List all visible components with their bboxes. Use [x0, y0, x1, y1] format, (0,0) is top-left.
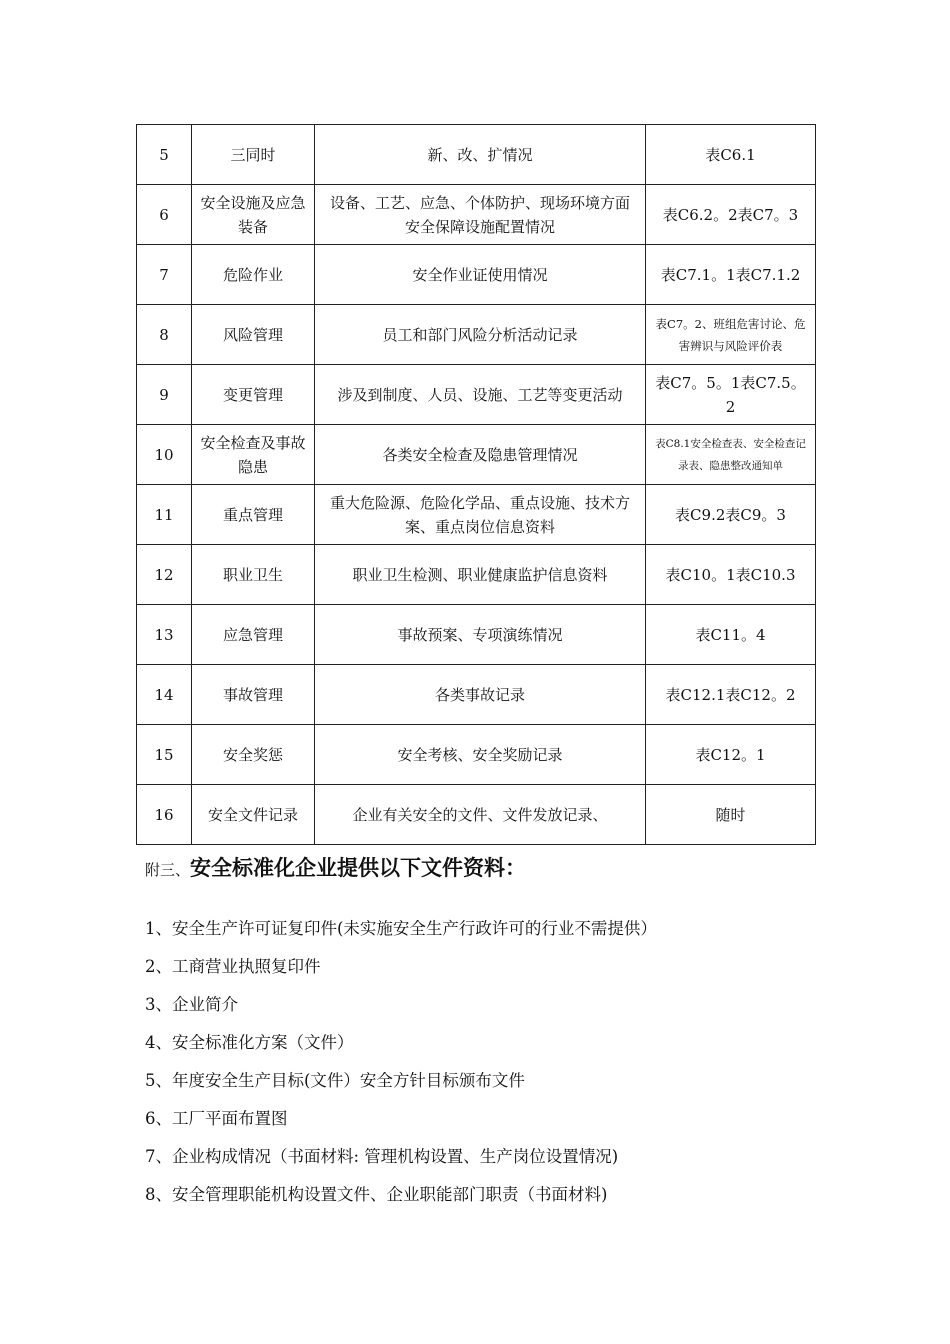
row-form: 表C12.1表C12。2: [646, 665, 816, 725]
row-item: 安全检查及事故隐患: [192, 425, 315, 485]
appendix-prefix: 附三、: [145, 861, 191, 879]
list-item: 6、工厂平面布置图: [145, 1109, 288, 1128]
row-content: 涉及到制度、人员、设施、工艺等变更活动: [315, 365, 646, 425]
row-form: [646, 305, 816, 365]
row-content: 各类事故记录: [315, 665, 646, 725]
row-form: 表C8.1安全检查表、安全检查记录表、隐患整改通知单: [646, 425, 816, 485]
row-content: 重大危险源、危险化学品、重点设施、技术方案、重点岗位信息资料: [315, 485, 646, 545]
table-row: [137, 365, 816, 425]
row-content: 职业卫生检测、职业健康监护信息资料: [315, 545, 646, 605]
row-item: 变更管理: [192, 365, 315, 425]
row-number: 11: [137, 485, 192, 545]
row-number: 7: [137, 245, 192, 305]
row-item: 职业卫生: [192, 545, 315, 605]
table-row: [137, 425, 816, 485]
row-item: 安全奖惩: [192, 725, 315, 785]
table-row: [137, 605, 816, 665]
table-row: [137, 725, 816, 785]
row-content: 员工和部门风险分析活动记录: [315, 305, 646, 365]
list-item: 7、企业构成情况（书面材料: 管理机构设置、生产岗位设置情况): [145, 1147, 619, 1166]
list-item: 2、工商营业执照复印件: [145, 957, 321, 976]
list-item: 5、年度安全生产目标(文件）安全方针目标颁布文件: [145, 1071, 525, 1090]
table-row: [137, 665, 816, 725]
row-number: 14: [137, 665, 192, 725]
list-item: 8、安全管理职能机构设置文件、企业职能部门职责（书面材料): [145, 1185, 608, 1204]
row-item: 三同时: [192, 125, 315, 185]
row-number: 10: [137, 425, 192, 485]
row-form: 表C7.1。1表C7.1.2: [646, 245, 816, 305]
row-item: 风险管理: [192, 305, 315, 365]
list-item: 3、企业简介: [145, 995, 238, 1014]
table-row: [137, 305, 816, 365]
row-form-text: 表C7。2、班组危害讨论、危害辨识与风险评价表: [655, 316, 806, 353]
row-item: 安全文件记录: [192, 785, 315, 845]
row-content: 新、改、扩情况: [315, 125, 646, 185]
table-row: [137, 125, 816, 185]
table-row: [137, 785, 816, 845]
appendix-heading: [145, 852, 526, 882]
row-number: 13: [137, 605, 192, 665]
row-content: 安全考核、安全奖励记录: [315, 725, 646, 785]
table-row: [137, 245, 816, 305]
row-number: 9: [137, 365, 192, 425]
appendix-title: 安全标准化企业提供以下文件资料：: [190, 856, 527, 880]
row-number: 12: [137, 545, 192, 605]
row-number: 15: [137, 725, 192, 785]
row-item: 危险作业: [192, 245, 315, 305]
row-number: 6: [137, 185, 192, 245]
row-item: 安全设施及应急装备: [192, 185, 315, 245]
requirements-table: [136, 124, 816, 845]
row-form: 表C9.2表C9。3: [646, 485, 816, 545]
table-row: [137, 545, 816, 605]
row-form: 表C6.2。2表C7。3: [646, 185, 816, 245]
row-form: 随时: [646, 785, 816, 845]
document-list: [145, 915, 657, 1219]
list-item: 1、安全生产许可证复印件(未实施安全生产行政许可的行业不需提供）: [145, 919, 657, 938]
row-number: 8: [137, 305, 192, 365]
row-form: 表C6.1: [646, 125, 816, 185]
row-content: 设备、工艺、应急、个体防护、现场环境方面安全保障设施配置情况: [315, 185, 646, 245]
row-number: 5: [137, 125, 192, 185]
row-item: 重点管理: [192, 485, 315, 545]
row-content: 事故预案、专项演练情况: [315, 605, 646, 665]
row-number: 16: [137, 785, 192, 845]
row-form: 表C7。5。1表C7.5。2: [646, 365, 816, 425]
row-item: 事故管理: [192, 665, 315, 725]
list-item: 4、安全标准化方案（文件）: [145, 1033, 354, 1052]
table-row: [137, 485, 816, 545]
row-content: 安全作业证使用情况: [315, 245, 646, 305]
row-form: 表C10。1表C10.3: [646, 545, 816, 605]
row-content: 企业有关安全的文件、文件发放记录、: [315, 785, 646, 845]
table-row: [137, 185, 816, 245]
row-form: 表C11。4: [646, 605, 816, 665]
row-form: 表C12。1: [646, 725, 816, 785]
row-content: 各类安全检查及隐患管理情况: [315, 425, 646, 485]
row-item: 应急管理: [192, 605, 315, 665]
